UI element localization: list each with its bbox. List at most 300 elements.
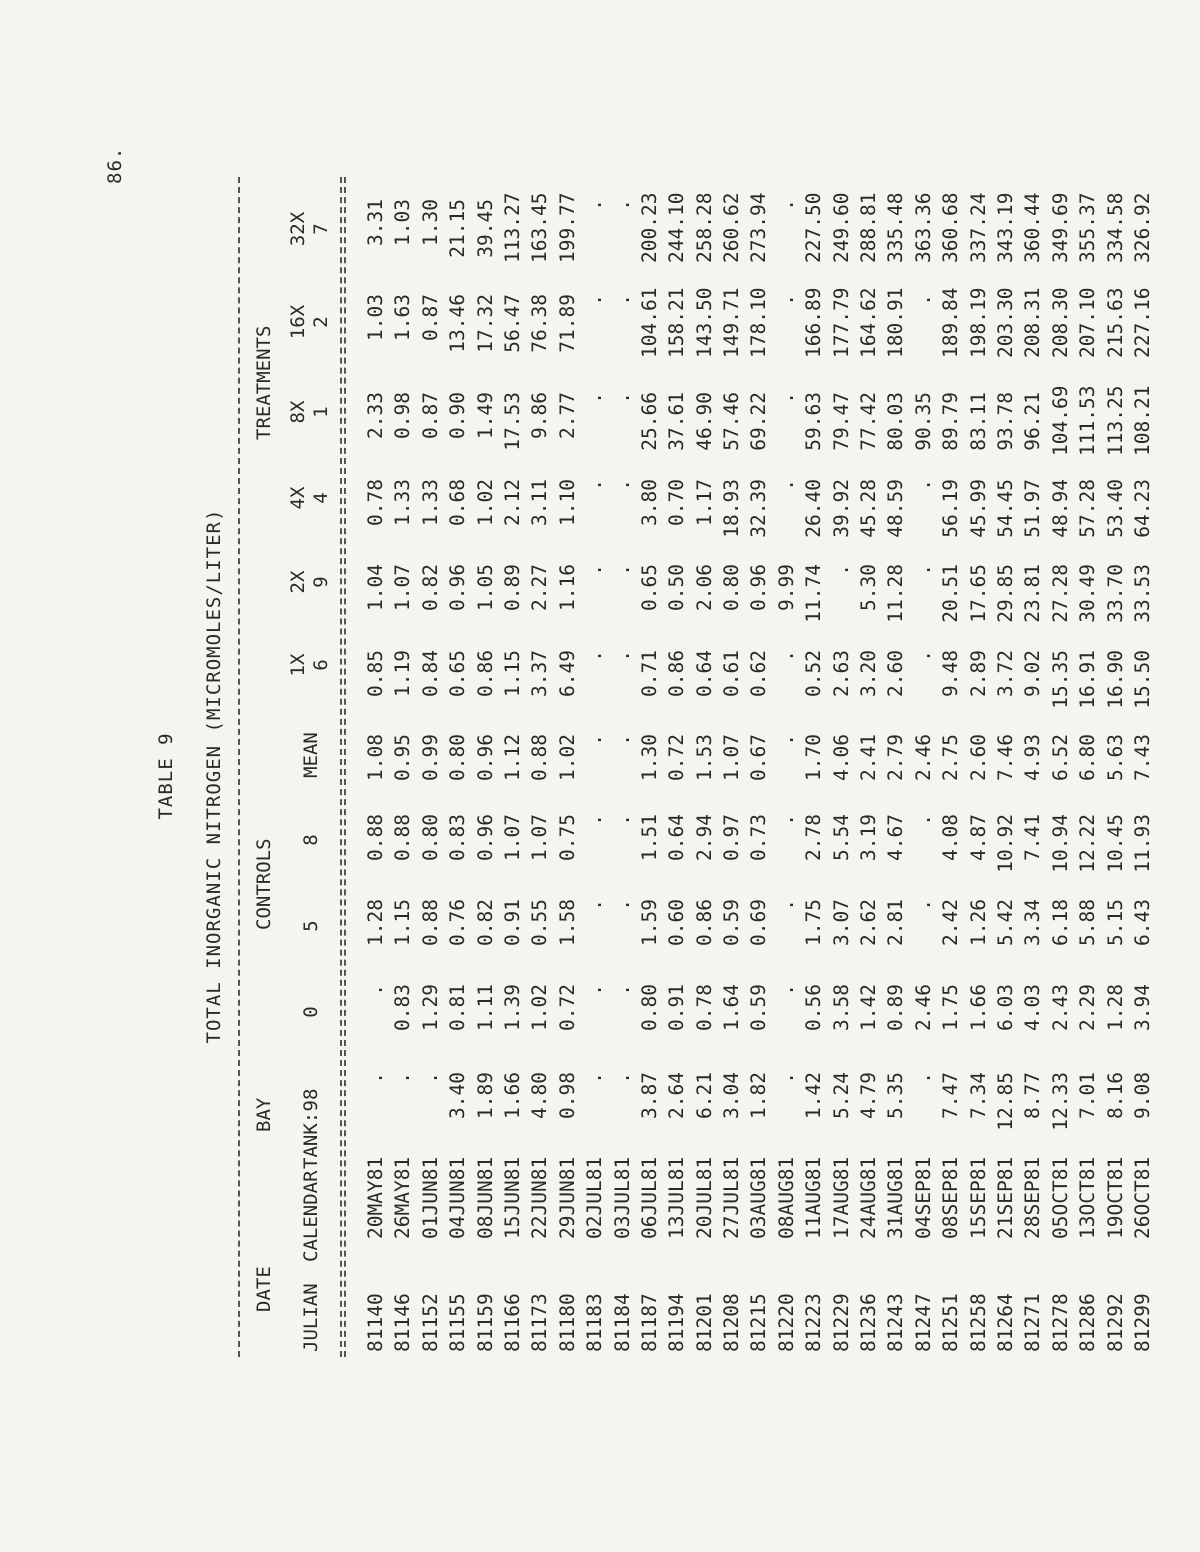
1x-cell: 16.90 [1103,650,1127,709]
2x-cell: 2.27 [528,564,552,611]
2x-cell: 33.53 [1130,564,1154,623]
32x-cell: . [583,199,607,211]
bay-98-cell: 6.21 [692,1072,716,1119]
control-0-cell: . [610,984,634,996]
1x-cell: . [583,650,607,662]
16x-cell: 164.62 [857,287,881,358]
32x-cell: 260.62 [720,192,744,263]
8x-cell: 17.53 [500,392,524,451]
2x-cell: 0.96 [747,564,771,611]
8x-cell: 80.03 [884,392,908,451]
mean-cell: 1.53 [692,734,716,781]
mean-cell: 1.12 [500,734,524,781]
control-0-cell: 0.72 [555,984,579,1031]
32x-cell: 360.68 [939,192,963,263]
control-0-cell: 1.64 [720,984,744,1031]
8x-cell: 9.86 [528,392,552,439]
16x-cell: 178.10 [747,287,771,358]
mean-cell: 2.79 [884,734,908,781]
bay-98-cell: 4.80 [528,1072,552,1119]
4x-cell: 45.28 [857,479,881,538]
header-bay-98: 98 [300,1088,322,1112]
bay-98-cell: 5.24 [829,1072,853,1119]
1x-cell: 15.35 [1048,650,1072,709]
control-8-cell: 10.94 [1048,814,1072,873]
1x-cell: 0.62 [747,650,771,697]
4x-cell: 57.28 [1076,479,1100,538]
control-0-cell: 0.78 [692,984,716,1031]
1x-cell: 9.48 [939,650,963,697]
control-5-cell: 2.42 [939,899,963,946]
control-0-cell: 1.66 [966,984,990,1031]
8x-cell: 104.69 [1048,385,1072,456]
mean-cell: 0.96 [473,734,497,781]
calendar-cell: 11AUG81 [802,1156,826,1239]
header-4x: 4X [287,486,309,510]
16x-cell: 104.61 [637,287,661,358]
mean-cell: . [610,734,634,746]
control-5-cell: . [774,899,798,911]
mean-cell: 6.52 [1048,734,1072,781]
8x-cell: 2.33 [364,392,387,439]
8x-cell: 83.11 [966,392,990,451]
32x-cell: 1.30 [418,199,442,246]
2x-cell: 11.28 [884,564,908,623]
control-5-cell: 1.15 [391,899,415,946]
calendar-cell: 06JUL81 [637,1156,661,1239]
mean-cell: 2.75 [939,734,963,781]
control-5-cell: 1.58 [555,899,579,946]
8x-cell: 77.42 [857,392,881,451]
mean-cell: 1.70 [802,734,826,781]
calendar-cell: 15SEP81 [966,1156,990,1239]
bay-98-cell: 7.47 [939,1072,963,1119]
16x-cell: 17.32 [473,294,497,353]
1x-cell: 2.63 [829,650,853,697]
4x-cell: 48.59 [884,479,908,538]
control-5-cell: . [610,899,634,911]
32x-cell: 273.94 [747,192,771,263]
1x-cell: 16.91 [1076,650,1100,709]
calendar-cell: 29JUN81 [555,1156,579,1239]
page-number: 86. [104,146,126,184]
mean-cell: 1.02 [555,734,579,781]
16x-cell: . [610,294,634,306]
2x-cell: 5.30 [857,564,881,611]
mean-cell: 2.41 [857,734,881,781]
control-0-cell: 1.39 [500,984,524,1031]
julian-cell: 81236 [857,1293,881,1352]
calendar-cell: 31AUG81 [884,1156,908,1239]
header-2x-tank: 9 [310,576,332,588]
control-5-cell: 3.34 [1021,899,1045,946]
16x-cell: 177.79 [829,287,853,358]
32x-cell: 349.69 [1048,192,1072,263]
control-8-cell: 0.97 [720,814,744,861]
control-0-cell: 0.80 [637,984,661,1031]
control-5-cell: 0.76 [446,899,470,946]
calendar-cell: 21SEP81 [993,1156,1017,1239]
control-8-cell: 2.94 [692,814,716,861]
4x-cell: . [610,479,634,491]
32x-cell: 249.60 [829,192,853,263]
8x-cell: 111.53 [1076,385,1100,456]
header-bay: BAY [253,1097,275,1132]
8x-cell: 25.66 [637,392,661,451]
control-8-cell: 5.54 [829,814,853,861]
bay-98-cell: . [911,1072,935,1084]
2x-cell: 0.50 [665,564,689,611]
julian-cell: 81247 [911,1293,935,1352]
8x-cell: 96.21 [1021,392,1045,451]
1x-cell: 3.72 [993,650,1017,697]
control-8-cell: 1.07 [528,814,552,861]
control-5-cell: . [911,899,935,911]
2x-cell: 1.16 [555,564,579,611]
32x-cell: 200.23 [637,192,661,263]
control-0-cell: 0.81 [446,984,470,1031]
8x-cell: 59.63 [802,392,826,451]
2x-cell: 0.65 [637,564,661,611]
8x-cell: . [610,392,634,404]
calendar-cell: 02JUL81 [583,1156,607,1239]
1x-cell: 6.49 [555,650,579,697]
1x-cell: 2.60 [884,650,908,697]
julian-cell: 81299 [1130,1293,1154,1352]
16x-cell: 71.89 [555,294,579,353]
control-8-cell: 3.19 [857,814,881,861]
1x-cell: 0.64 [692,650,716,697]
4x-cell: . [583,479,607,491]
2x-cell: . [911,564,935,576]
16x-cell: 198.19 [966,287,990,358]
header-date: DATE [253,1266,275,1312]
mean-cell: 1.30 [637,734,661,781]
4x-cell: 0.68 [446,479,470,526]
header-tank-label: TANK: [300,1111,322,1169]
1x-cell: . [911,650,935,662]
calendar-cell: 01JUN81 [418,1156,442,1239]
mean-cell: 0.88 [528,734,552,781]
bay-98-cell: 1.66 [500,1072,524,1119]
bay-98-cell: 5.35 [884,1072,908,1119]
control-8-cell: 10.45 [1103,814,1127,873]
bay-98-cell: . [583,1072,607,1084]
4x-cell: 1.33 [391,479,415,526]
header-julian: JULIAN [300,1283,322,1352]
8x-cell: 57.46 [720,392,744,451]
2x-cell: 0.89 [500,564,524,611]
julian-cell: 81229 [829,1293,853,1352]
julian-cell: 81286 [1076,1293,1100,1352]
header-calendar: CALENDAR [300,1170,322,1262]
calendar-cell: 15JUN81 [500,1156,524,1239]
16x-cell: . [774,294,798,306]
control-8-cell: 0.96 [473,814,497,861]
16x-cell: 166.89 [802,287,826,358]
control-0-cell: 0.91 [665,984,689,1031]
32x-cell: 337.24 [966,192,990,263]
header-rule [340,177,342,1357]
julian-cell: 81258 [966,1293,990,1352]
control-0-cell: . [583,984,607,996]
8x-cell: 46.90 [692,392,716,451]
8x-cell: 89.79 [939,392,963,451]
table-title: TOTAL INORGANIC NITROGEN (MICROMOLES/LITER) [203,508,225,1044]
header-2x: 2X [287,570,309,594]
control-8-cell: 0.75 [555,814,579,861]
control-5-cell: 2.62 [857,899,881,946]
mean-cell: 4.93 [1021,734,1045,781]
8x-cell: 108.21 [1130,385,1154,456]
2x-cell: . [583,564,607,576]
32x-cell: 363.36 [911,192,935,263]
2x-cell: 2.06 [692,564,716,611]
bay-98-cell: 0.98 [555,1072,579,1119]
control-0-cell: 1.29 [418,984,442,1031]
4x-cell: 56.19 [939,479,963,538]
4x-cell: 1.02 [473,479,497,526]
julian-cell: 81183 [583,1293,607,1352]
control-0-cell: . [774,984,798,996]
16x-cell: 56.47 [500,294,524,353]
calendar-cell: 04JUN81 [446,1156,470,1239]
8x-cell: 1.49 [473,392,497,439]
control-0-cell: 2.29 [1076,984,1100,1031]
calendar-cell: 26OCT81 [1130,1156,1154,1239]
32x-cell: 227.50 [802,192,826,263]
control-5-cell: 0.60 [665,899,689,946]
control-8-cell: 0.80 [418,814,442,861]
control-0-cell: 0.59 [747,984,771,1031]
header-32x-tank: 7 [310,223,332,235]
control-8-cell: 11.93 [1130,814,1154,873]
32x-cell: 163.45 [528,192,552,263]
mean-cell: . [583,734,607,746]
header-mean: MEAN [300,732,322,778]
julian-cell: 81159 [473,1293,497,1352]
calendar-cell: 08SEP81 [939,1156,963,1239]
1x-cell: 0.61 [720,650,744,697]
32x-cell: 360.44 [1021,192,1045,263]
bay-98-cell: 8.16 [1103,1072,1127,1119]
8x-cell: 93.78 [993,392,1017,451]
calendar-cell: 08JUN81 [473,1156,497,1239]
2x-cell: 29.85 [993,564,1017,623]
16x-cell: . [583,294,607,306]
control-5-cell: 1.28 [364,899,387,946]
julian-cell: 81201 [692,1293,716,1352]
2x-cell: . [610,564,634,576]
control-0-cell: 2.43 [1048,984,1072,1031]
4x-cell: 0.70 [665,479,689,526]
header-1x: 1X [287,653,309,677]
control-8-cell: 7.41 [1021,814,1045,861]
8x-cell: 2.77 [555,392,579,439]
16x-cell: 215.63 [1103,287,1127,358]
control-0-cell: 1.42 [857,984,881,1031]
4x-cell: . [911,479,935,491]
calendar-cell: 03AUG81 [747,1156,771,1239]
control-0-cell: 3.58 [829,984,853,1031]
32x-cell: 258.28 [692,192,716,263]
control-5-cell: 1.59 [637,899,661,946]
1x-cell: 0.85 [364,650,387,697]
calendar-cell: 20JUL81 [692,1156,716,1239]
control-8-cell: 1.51 [637,814,661,861]
mean-cell: 0.72 [665,734,689,781]
2x-cell: 33.70 [1103,564,1127,623]
bay-98-cell: 3.04 [720,1072,744,1119]
julian-cell: 81264 [993,1293,1017,1352]
4x-cell: 3.80 [637,479,661,526]
mean-cell: 7.46 [993,734,1017,781]
8x-cell: . [583,392,607,404]
2x-cell: . [829,564,853,576]
bay-98-cell: . [364,1072,387,1084]
control-0-cell: 1.75 [939,984,963,1031]
calendar-cell: 26MAY81 [391,1156,415,1239]
16x-cell: 208.31 [1021,287,1045,358]
bay-98-cell: 2.64 [665,1072,689,1119]
1x-cell: 1.15 [500,650,524,697]
calendar-cell: 19OCT81 [1103,1156,1127,1239]
4x-cell: 2.12 [500,479,524,526]
header-control-5: 5 [300,920,322,932]
bay-98-cell: 1.82 [747,1072,771,1119]
header-16x: 16X [287,304,309,340]
1x-cell: 0.84 [418,650,442,697]
julian-cell: 81292 [1103,1293,1127,1352]
control-8-cell: 4.67 [884,814,908,861]
control-5-cell: 2.81 [884,899,908,946]
header-8x: 8X [287,400,309,424]
julian-cell: 81194 [665,1293,689,1352]
4x-cell: 0.78 [364,479,387,526]
control-0-cell: 1.11 [473,984,497,1031]
mean-cell: 0.80 [446,734,470,781]
32x-cell: . [610,199,634,211]
calendar-cell: 03JUL81 [610,1156,634,1239]
mean-cell: 1.07 [720,734,744,781]
mean-cell: . [774,734,798,746]
julian-cell: 81173 [528,1293,552,1352]
4x-cell: 45.99 [966,479,990,538]
control-0-cell: 6.03 [993,984,1017,1031]
bay-98-cell: 9.08 [1130,1072,1154,1119]
8x-cell: 69.22 [747,392,771,451]
32x-cell: 3.31 [364,199,387,246]
mean-cell: 0.95 [391,734,415,781]
1x-cell: 15.50 [1130,650,1154,709]
32x-cell: 39.45 [473,199,497,258]
32x-cell: 355.37 [1076,192,1100,263]
bay-98-cell: 3.40 [446,1072,470,1119]
16x-cell: 1.03 [364,294,387,341]
1x-cell: 3.37 [528,650,552,697]
control-0-cell: 0.56 [802,984,826,1031]
bay-98-cell: 1.89 [473,1072,497,1119]
control-0-cell: . [364,984,387,996]
control-5-cell: 6.18 [1048,899,1072,946]
julian-cell: 81243 [884,1293,908,1352]
4x-cell: 64.23 [1130,479,1154,538]
control-8-cell: 10.92 [993,814,1017,873]
8x-cell: 90.35 [911,392,935,451]
bay-98-cell: 4.79 [857,1072,881,1119]
bay-98-cell: . [418,1072,442,1084]
8x-cell: 0.98 [391,392,415,439]
calendar-cell: 28SEP81 [1021,1156,1045,1239]
16x-cell: 13.46 [446,294,470,353]
control-8-cell: . [583,814,607,826]
mean-cell: 1.08 [364,734,387,781]
4x-cell: 54.45 [993,479,1017,538]
julian-cell: 81220 [774,1293,798,1352]
32x-cell: 288.81 [857,192,881,263]
control-0-cell: 3.94 [1130,984,1154,1031]
control-8-cell: 12.22 [1076,814,1100,873]
mean-cell: 2.60 [966,734,990,781]
header-32x: 32X [287,211,309,247]
2x-cell: 17.65 [966,564,990,623]
1x-cell: . [610,650,634,662]
4x-cell: 1.33 [418,479,442,526]
4x-cell: 48.94 [1048,479,1072,538]
32x-cell: . [774,199,798,211]
calendar-cell: 13JUL81 [665,1156,689,1239]
4x-cell: 51.97 [1021,479,1045,538]
control-5-cell: 1.75 [802,899,826,946]
control-5-cell: 3.07 [829,899,853,946]
control-5-cell: 0.86 [692,899,716,946]
julian-cell: 81215 [747,1293,771,1352]
control-8-cell: 0.73 [747,814,771,861]
1x-cell: . [774,650,798,662]
control-8-cell: 4.08 [939,814,963,861]
32x-cell: 1.03 [391,199,415,246]
16x-cell: 189.84 [939,287,963,358]
2x-cell: 27.28 [1048,564,1072,623]
mean-cell: 0.67 [747,734,771,781]
calendar-cell: 13OCT81 [1076,1156,1100,1239]
julian-cell: 81140 [364,1293,387,1352]
8x-cell: 37.61 [665,392,689,451]
2x-cell: 1.07 [391,564,415,611]
control-5-cell: 5.15 [1103,899,1127,946]
header-8x-tank: 1 [310,406,332,418]
mean-cell: 0.99 [418,734,442,781]
julian-cell: 81146 [391,1293,415,1352]
16x-cell: 0.87 [418,294,442,341]
2x-cell: 0.82 [418,564,442,611]
bay-98-cell: 7.34 [966,1072,990,1119]
julian-cell: 81208 [720,1293,744,1352]
control-5-cell: 0.91 [500,899,524,946]
bay-98-cell: 1.42 [802,1072,826,1119]
bay-98-cell: . [610,1072,634,1084]
julian-cell: 81166 [500,1293,524,1352]
2x-cell: 1.04 [364,564,387,611]
4x-cell: 1.10 [555,479,579,526]
control-8-cell: . [774,814,798,826]
16x-cell: 227.16 [1130,287,1154,358]
16x-cell: 180.91 [884,287,908,358]
4x-cell: 18.93 [720,479,744,538]
control-8-cell: . [610,814,634,826]
control-5-cell: 0.82 [473,899,497,946]
mean-cell: 5.63 [1103,734,1127,781]
